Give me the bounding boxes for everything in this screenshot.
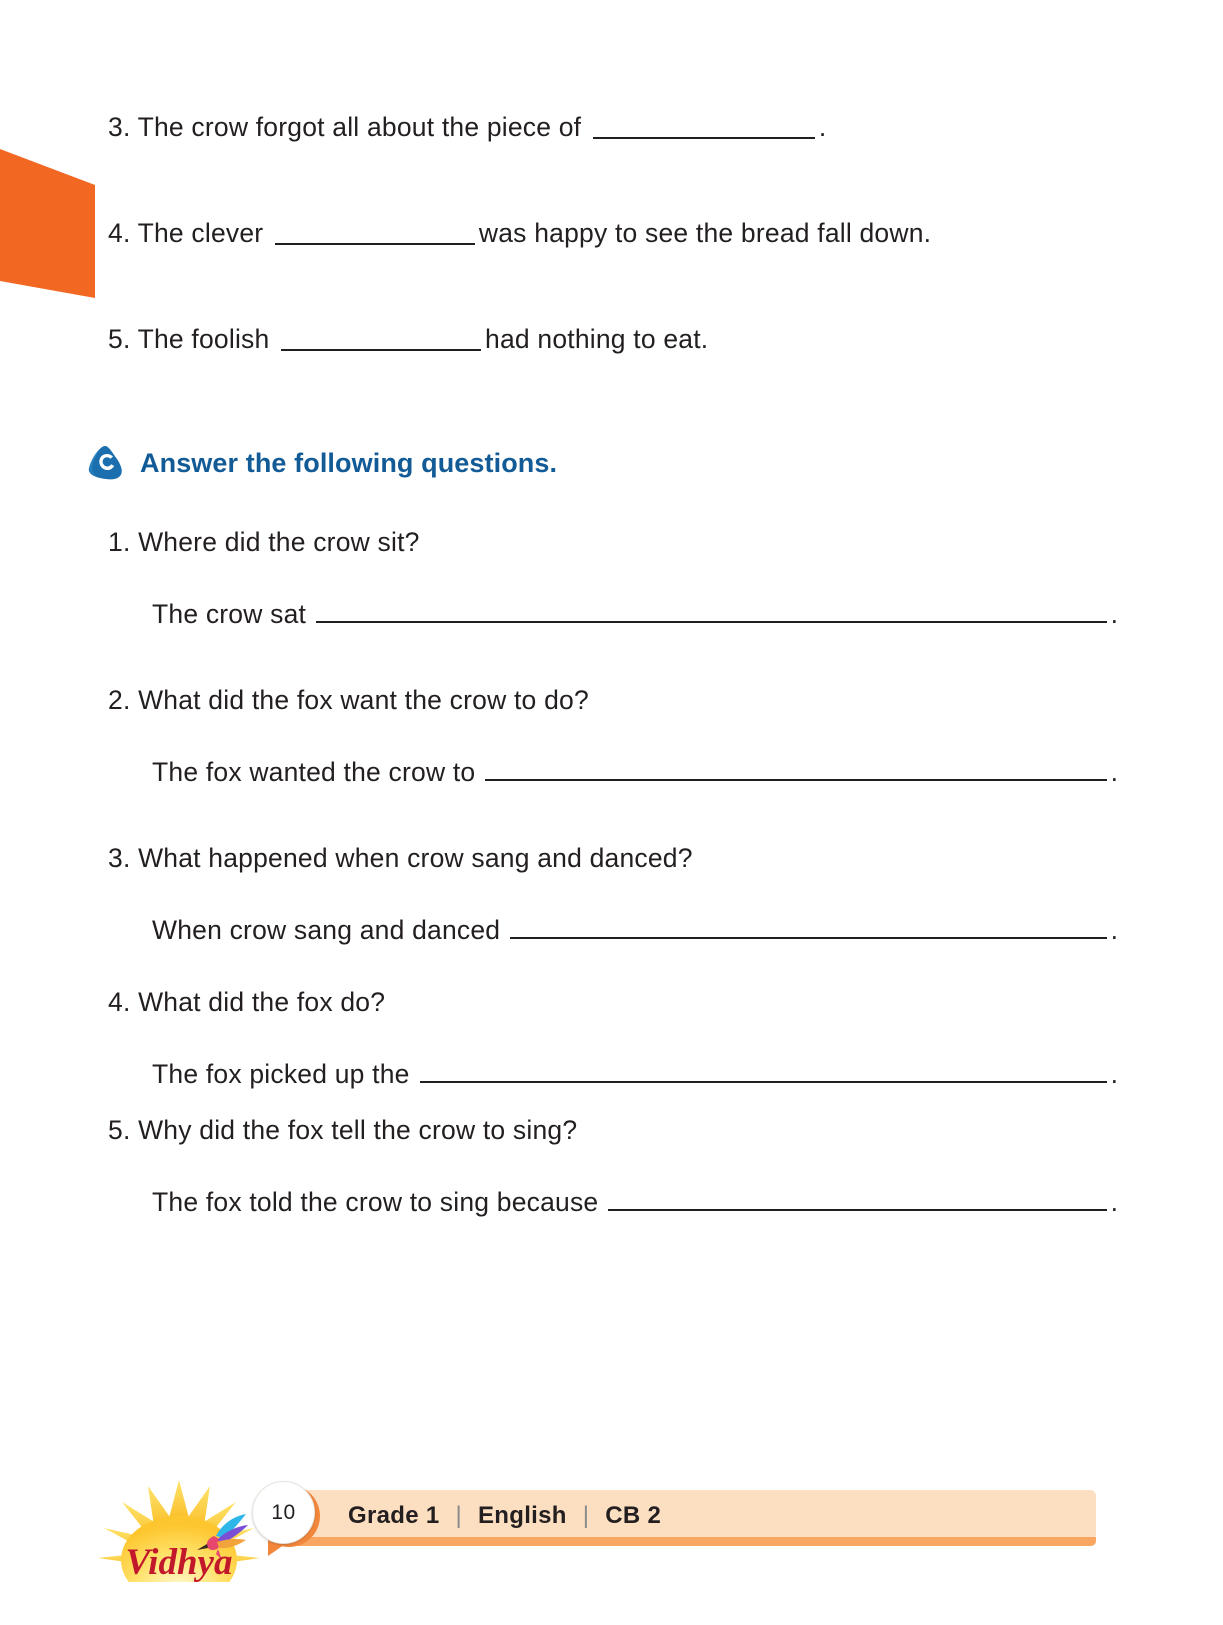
sun-with-hummingbird-logo-icon [96,1478,262,1582]
question-number: 2. [108,685,131,715]
footer-separator: | [455,1502,462,1529]
answer-stem: When crow sang and danced [152,915,501,945]
question-text [108,1113,1118,1147]
question-body: What happened when crow sang and danced? [138,843,693,873]
blank-line[interactable] [593,115,815,139]
item-text-before: The crow forgot all about the piece of [137,112,582,142]
left-margin-tab [0,143,96,298]
footer-separator: | [582,1502,590,1529]
answer-stem: The fox picked up the [152,1059,410,1089]
questions-list [108,525,1118,1219]
question-body: Why did the fox tell the crow to sing? [138,1115,578,1145]
page-number-badge [252,1481,320,1549]
answer-period: . [1110,915,1118,945]
item-text-after: . [818,112,827,142]
page-badge-front [252,1481,315,1544]
item-text-before: The foolish [137,324,270,354]
item-text-after: had nothing to eat. [485,324,709,354]
answer-row [152,755,1118,789]
item-text-before: The clever [137,218,264,248]
question-body: What did the fox want the crow to do? [138,685,589,715]
footer-book: CB 2 [605,1502,662,1529]
question-block [108,683,1118,789]
question-body: What did the fox do? [138,987,386,1017]
question-block [108,985,1118,1091]
item-number: 3. [108,112,131,142]
blank-line[interactable] [281,327,481,351]
question-block [108,841,1118,947]
answer-row [152,913,1118,947]
vidhya-logo [96,1478,262,1582]
answer-line[interactable] [316,601,1107,623]
question-number: 1. [108,527,131,557]
section-c-badge-icon [86,443,126,483]
item-number: 4. [108,218,131,248]
answer-row [152,597,1118,631]
page-footer [0,1450,1223,1582]
answer-row [152,1185,1118,1219]
answer-stem: The fox wanted the crow to [152,757,476,787]
question-block [108,525,1118,631]
answer-period: . [1110,1059,1118,1089]
blank-line[interactable] [275,221,475,245]
answer-stem: The fox told the crow to sing because [152,1187,599,1217]
answer-row [152,1057,1118,1091]
question-text [108,525,1118,559]
answer-stem: The crow sat [152,599,307,629]
logo-wordmark: Vidhya [125,1542,233,1582]
answer-line[interactable] [485,759,1106,781]
question-number: 4. [108,987,131,1017]
answer-period: . [1110,1187,1118,1217]
answer-line[interactable] [510,917,1106,939]
orange-parallelogram-tab-icon [0,143,96,298]
question-number: 5. [108,1115,131,1145]
fill-in-the-blanks-list [108,110,1108,356]
question-block [108,1113,1118,1219]
section-heading [86,443,557,483]
item-text-after: was happy to see the bread fall down. [478,218,932,248]
answer-line[interactable] [608,1189,1106,1211]
question-number: 3. [108,843,131,873]
answer-period: . [1110,757,1118,787]
section-title: Answer the following questions. [140,447,558,478]
fill-blank-item [108,216,1108,250]
footer-meta [348,1502,661,1530]
fill-blank-item [108,322,1108,356]
page-number: 10 [271,1500,296,1524]
question-text [108,985,1118,1019]
question-text [108,841,1118,875]
footer-subject: English [477,1502,567,1529]
answer-period: . [1110,599,1118,629]
item-number: 5. [108,324,131,354]
answer-line[interactable] [420,1061,1107,1083]
question-text [108,683,1118,717]
fill-blank-item [108,110,1108,144]
footer-bar-shadow [276,1537,1096,1546]
question-body: Where did the crow sit? [138,527,420,557]
footer-grade: Grade 1 [348,1502,440,1529]
